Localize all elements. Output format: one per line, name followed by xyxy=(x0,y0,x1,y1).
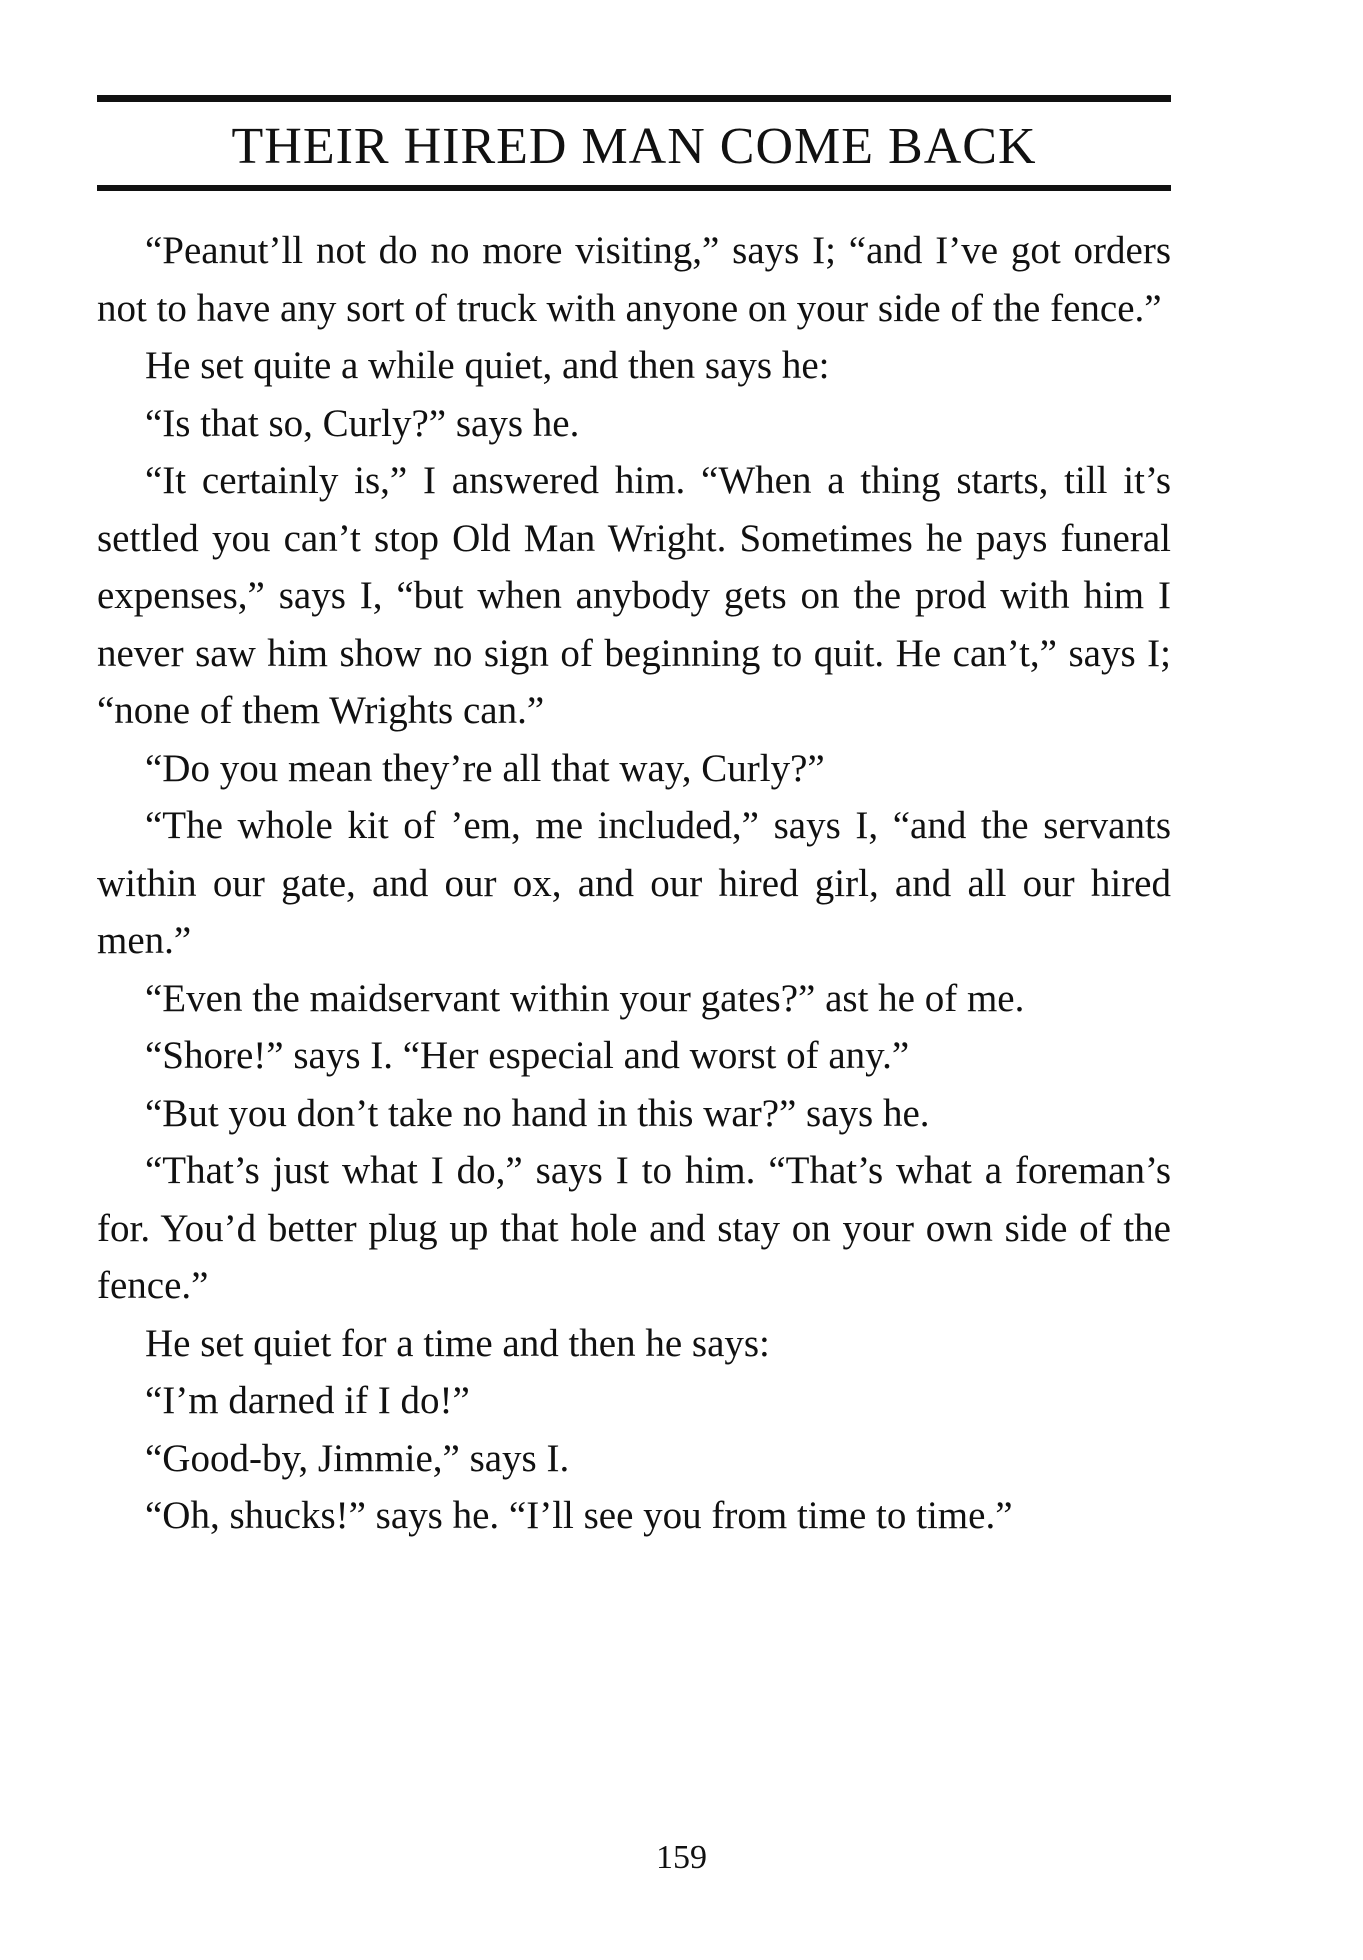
paragraph: “That’s just what I do,” says I to him. “That’s what a foreman’s for. You’d better plug up that hole and stay on your own side of the fence.” xyxy=(97,1149,1171,1307)
paragraph: “Shore!” says I. “Her especial and worst of any.” xyxy=(145,1034,910,1077)
paragraph: “I’m darned if I do!” xyxy=(145,1379,470,1422)
paragraph: “Is that so, Curly?” says he. xyxy=(145,401,580,445)
body-text xyxy=(97,222,1171,1545)
header-top-rule xyxy=(97,95,1171,102)
page-number: 159 xyxy=(656,1839,707,1876)
paragraph: “Even the maidservant within your gates?” ast he of me. xyxy=(145,976,1025,1020)
paragraph: He set quite a while quiet, and then says he: xyxy=(145,344,830,387)
paragraph: “The whole kit of ’em, me included,” says I, “and the servants within our gate, and our ox, and our hired girl, and all our hired men.” xyxy=(97,804,1171,962)
paragraph: “Peanut’ll not do no more visiting,” says I; “and I’ve got orders not to have any sort of truck with anyone on your side of the fence.” xyxy=(97,229,1171,330)
paragraph: “Oh, shucks!” says he. “I’ll see you from time to time.” xyxy=(145,1494,1013,1537)
paragraph: “Do you mean they’re all that way, Curly?” xyxy=(145,746,825,790)
paragraph: “But you don’t take no hand in this war?” says he. xyxy=(145,1091,930,1135)
running-head: THEIR HIRED MAN COME BACK xyxy=(231,118,1037,175)
paragraph: “It certainly is,” I answered him. “When a thing starts, till it’s settled you can’t stop Old Man Wright. Sometimes he pays funeral expenses,” says I, “but when anybody gets on the prod with him I never saw him show no sign of beginning to quit. He can’t,” says I; “none of them Wrights can.” xyxy=(97,459,1171,732)
paragraph: He set quiet for a time and then he says: xyxy=(145,1321,770,1365)
header-bottom-rule xyxy=(97,185,1171,191)
paragraph: “Good-by, Jimmie,” says I. xyxy=(145,1436,570,1480)
